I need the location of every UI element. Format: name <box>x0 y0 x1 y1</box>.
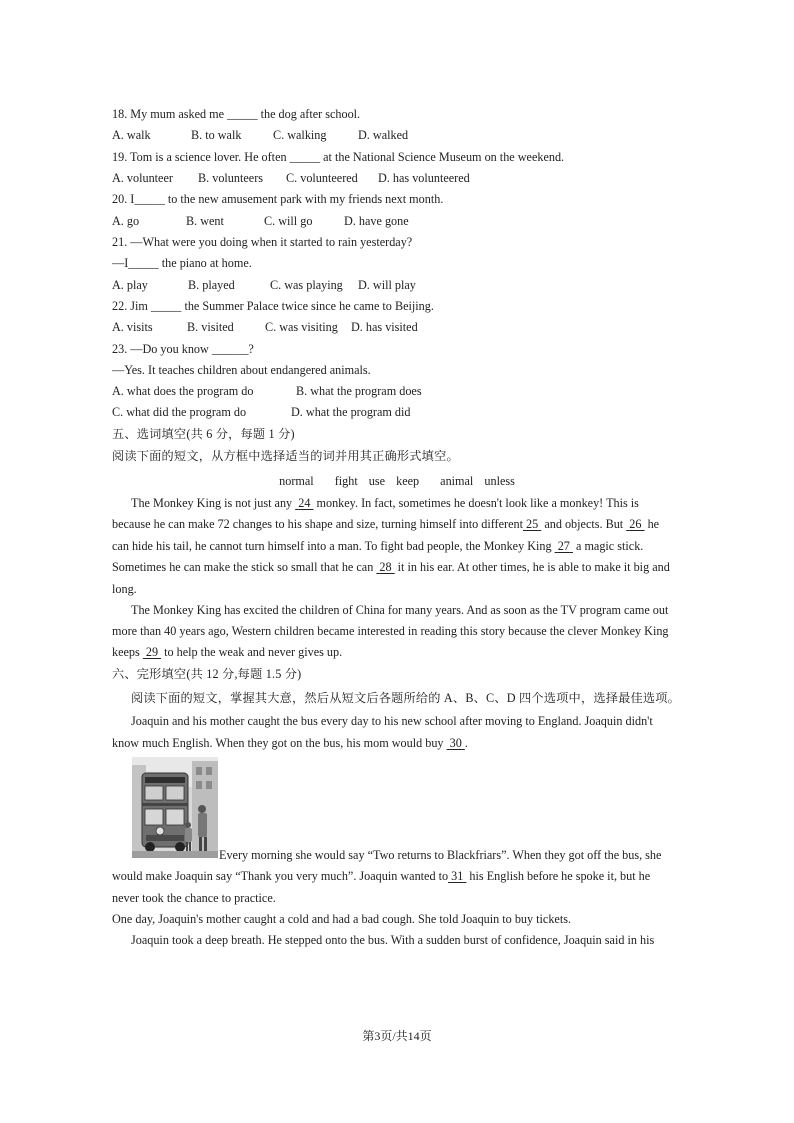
passage-2-line: The Monkey King has excited the children of China for many years. And as soon as the TV program came out <box>131 603 669 617</box>
q21-option-c: C. was playing <box>270 278 343 292</box>
blank-28: 28 <box>379 560 392 574</box>
bus-illustration <box>132 757 218 858</box>
section-6-instruction: 阅读下面的短文，掌握其大意，然后从短文后各题所给的 A、B、C、D 四个选项中，选择最佳选项。 <box>131 691 681 705</box>
word-option: keep <box>396 474 420 488</box>
question-22-stem: 22. Jim _____ the Summer Palace twice since he came to Beijing. <box>112 299 434 313</box>
q22-option-a: A. visits <box>112 320 153 334</box>
q20-option-b: B. went <box>186 214 224 228</box>
blank-26: 26 <box>629 517 642 531</box>
word-box <box>0 474 794 489</box>
cloze-line: One day, Joaquin's mother caught a cold and had a bad cough. She told Joaquin to buy tickets. <box>112 912 572 926</box>
q21-option-a: A. play <box>112 278 148 292</box>
blank-25: 25 <box>526 517 539 531</box>
question-23-stem: 23. —Do you know ______? <box>112 342 254 356</box>
q21-option-b: B. played <box>188 278 235 292</box>
q23-option-b: B. what the program does <box>296 384 422 398</box>
question-21-stem: 21. —What were you doing when it started to rain yesterday? <box>112 235 413 249</box>
q18-option-b: B. to walk <box>191 128 242 142</box>
q18-option-d: D. walked <box>358 128 409 142</box>
passage-2-line: more than 40 years ago, Western children became interested in reading this story because the clever Monkey King <box>112 624 669 638</box>
blank-31: 31 <box>451 869 464 883</box>
question-20-stem: 20. I_____ to the new amusement park with my friends next month. <box>112 192 444 206</box>
q21-option-d: D. will play <box>358 278 416 292</box>
cloze-line: would make Joaquin say “Thank you very much”. Joaquin wanted to 31 his English before he spoke it, but he <box>112 869 651 883</box>
blank-29: 29 <box>145 645 159 659</box>
passage-1-line: The Monkey King is not just any 24 monkey. In fact, sometimes he doesn't look like a monkey! This is <box>131 496 639 510</box>
cloze-line: know much English. When they got on the bus, his mom would buy 30 . <box>112 736 468 750</box>
q19-option-d: D. has volunteered <box>378 171 470 185</box>
q23-option-d: D. what the program did <box>291 405 411 419</box>
passage-1-line: Sometimes he can make the stick so small that he can 28 it in his ear. At other times, he is able to make it big and <box>112 560 670 574</box>
word-option: use <box>368 474 386 488</box>
word-option: unless <box>484 474 515 488</box>
word-option: fight <box>334 474 358 488</box>
cloze-line: never took the chance to practice. <box>112 891 276 905</box>
blank-30: 30 <box>449 736 462 750</box>
q23-option-c: C. what did the program do <box>112 405 247 419</box>
blank-24: 24 <box>298 496 311 510</box>
passage-1-line: because he can make 72 changes to his shape and size, turning himself into different 25 and objects. But 26 he <box>112 517 660 531</box>
question-23-line2: —Yes. It teaches children about endangered animals. <box>112 363 371 377</box>
q18-option-a: A. walk <box>112 128 151 142</box>
page-number: 第3页/共14页 <box>362 1029 432 1043</box>
q22-option-d: D. has visited <box>351 320 418 334</box>
cloze-line: Joaquin and his mother caught the bus every day to his new school after moving to England. Joaquin didn't <box>131 714 653 728</box>
blank-27: 27 <box>557 539 570 553</box>
cloze-line: Every morning she would say “Two returns to Blackfriars”. When they got off the bus, she <box>219 848 662 862</box>
q20-option-a: A. go <box>112 214 140 228</box>
q19-option-a: A. volunteer <box>112 171 173 185</box>
q19-option-c: C. volunteered <box>286 171 358 185</box>
question-19-stem: 19. Tom is a science lover. He often _____ at the National Science Museum on the weekend. <box>112 150 565 164</box>
passage-2-line: keeps 29 to help the weak and never gives up. <box>112 645 343 659</box>
passage-1-line: can hide his tail, he cannot turn himself into a man. To fight bad people, the Monkey King 27 a magic stick. <box>112 539 644 553</box>
section-5-instruction: 阅读下面的短文，从方框中选择适当的词并用其正确形式填空。 <box>112 449 459 463</box>
question-21-line2: —I_____ the piano at home. <box>112 256 252 270</box>
word-option: normal <box>279 474 314 488</box>
q22-option-b: B. visited <box>187 320 234 334</box>
cloze-line: Joaquin took a deep breath. He stepped onto the bus. With a sudden burst of confidence, Joaquin said in his <box>131 933 655 947</box>
section-5-heading: 五、选词填空(共 6 分，每题 1 分) <box>112 427 295 441</box>
word-option: animal <box>440 474 474 488</box>
section-6-heading: 六、完形填空(共 12 分,每题 1.5 分) <box>112 667 302 681</box>
passage-1-line: long. <box>112 582 137 596</box>
q20-option-d: D. have gone <box>344 214 409 228</box>
q23-option-a: A. what does the program do <box>112 384 254 398</box>
question-18-stem: 18. My mum asked me _____ the dog after school. <box>112 107 361 121</box>
q22-option-c: C. was visiting <box>265 320 338 334</box>
q19-option-b: B. volunteers <box>198 171 263 185</box>
q20-option-c: C. will go <box>264 214 313 228</box>
q18-option-c: C. walking <box>273 128 327 142</box>
